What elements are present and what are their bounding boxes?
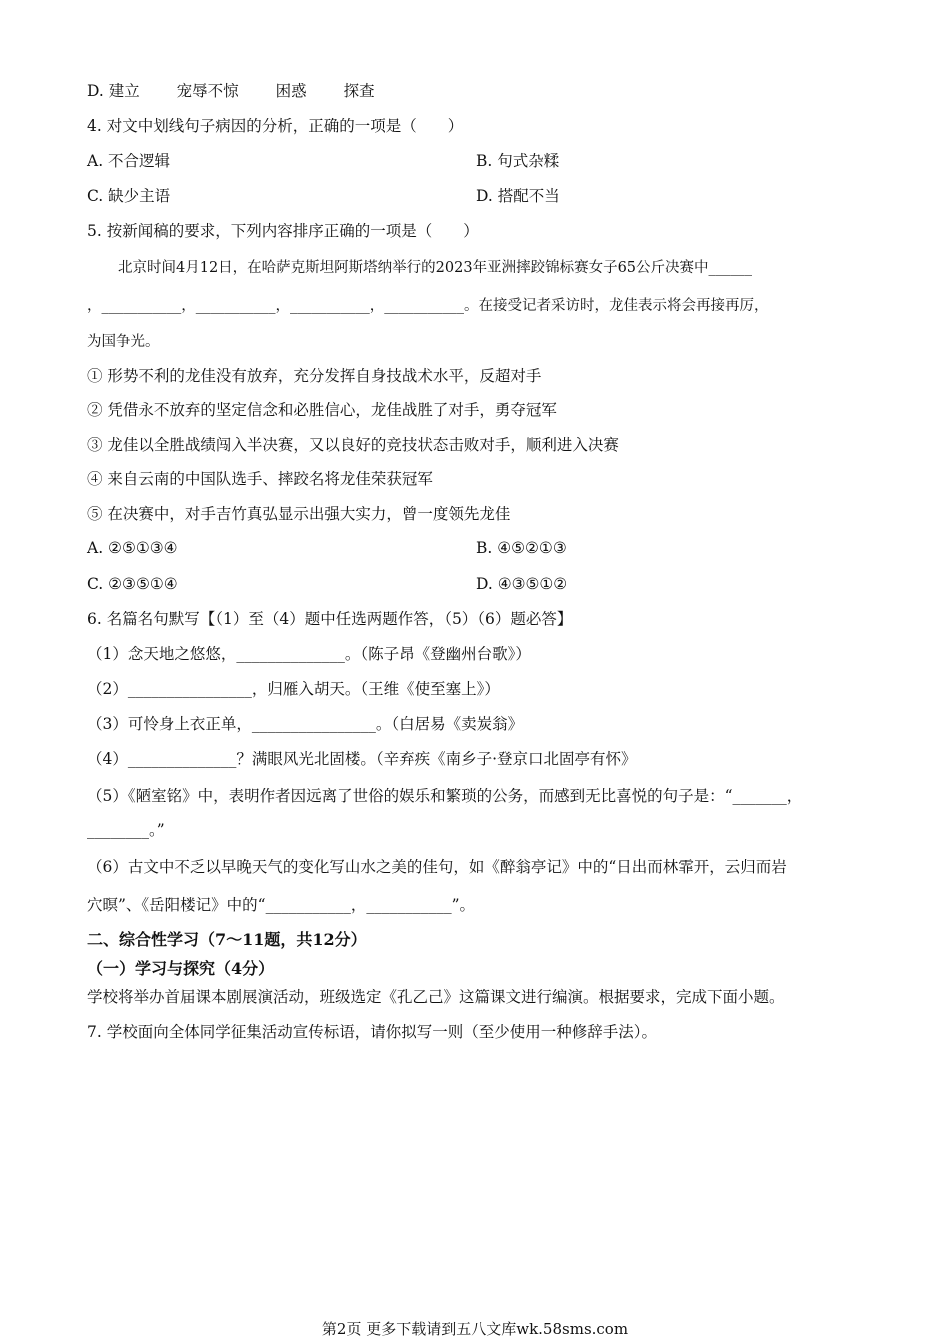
section-title: 二、综合性学习（7～11题，共12分）: [87, 930, 367, 949]
page-footer: 第2页 更多下载请到五八文库wk.58sms.com: [321, 1320, 629, 1338]
q5-item: ① 形势不利的龙佳没有放弃，充分发挥自身技战术水平，反超对手: [87, 367, 542, 385]
q4-option-c: C. 缺少主语: [87, 187, 171, 205]
q5-option-d: D. ④③⑤①②: [476, 575, 568, 593]
q4-option-b: B. 句式杂糅: [476, 152, 560, 170]
q4-stem: 4. 对文中划线句子病因的分析，正确的一项是（ ）: [87, 117, 464, 135]
q6-item: 穴暝”、《岳阳楼记》中的“___________，___________”。: [87, 896, 476, 914]
q6-item: （6）古文中不乏以早晚天气的变化写山水之美的佳句，如《醉翁亭记》中的“日出而林霏开，云归而岩: [87, 858, 787, 876]
q5-passage-line: 为国争光。: [87, 334, 160, 350]
q5-item: ④ 来自云南的中国队选手、摔跤名将龙佳荣获冠军: [87, 470, 433, 488]
q6-item: （2）________________，归雁入胡天。（王维《使至塞上》）: [87, 680, 500, 698]
q6-item: （4）______________？满眼风光北固楼。（辛弃疾《南乡子·登京口北固亭有怀》: [87, 750, 637, 768]
section-subtitle: （一）学习与探究（4分）: [87, 959, 275, 978]
q4-option-a: A. 不合逻辑: [87, 152, 171, 170]
q6-item: ________。”: [87, 821, 165, 839]
q5-stem: 5. 按新闻稿的要求，下列内容排序正确的一项是（ ）: [87, 222, 479, 240]
q6-item: （5）《陋室铭》中，表明作者因远离了世俗的娱乐和繁琐的公务，而感到无比喜悦的句子是：“_______，: [87, 787, 803, 805]
q6-stem: 6. 名篇名句默写【（1）至（4）题中任选两题作答，（5）（6）题必答】: [87, 610, 573, 628]
q3-option-d-item: 宠辱不惊: [176, 82, 239, 100]
q6-item: （1）念天地之悠悠，______________。（陈子昂《登幽州台歌》）: [87, 645, 531, 663]
q3-option-d: [87, 81, 407, 101]
q3-option-d-item: 困惑: [275, 82, 307, 100]
q6-item: （3）可怜身上衣正单，________________。（白居易《卖炭翁》: [87, 715, 524, 733]
q3-option-d-label: D. 建立: [87, 82, 140, 100]
q4-option-d: D. 搭配不当: [476, 187, 560, 205]
q5-passage-line: 北京时间4月12日，在哈萨克斯坦阿斯塔纳举行的2023年亚洲摔跤锦标赛女子65公斤决赛中______: [118, 260, 753, 276]
q5-item: ③ 龙佳以全胜战绩闯入半决赛，又以良好的竞技状态击败对手，顺利进入决赛: [87, 436, 619, 454]
q7-stem: 7. 学校面向全体同学征集活动宣传标语，请你拟写一则（至少使用一种修辞手法）。: [87, 1023, 657, 1041]
q5-option-b: B. ④⑤②①③: [476, 539, 567, 557]
q5-passage-line: ，___________，___________，___________，___________。在接受记者采访时，龙佳表示将会再接再厉，: [87, 298, 769, 314]
q5-item: ⑤ 在决赛中，对手吉竹真弘显示出强大实力，曾一度领先龙佳: [87, 505, 511, 523]
section-intro: 学校将举办首届课本剧展演活动，班级选定《孔乙己》这篇课文进行编演。根据要求，完成下面小题。: [87, 988, 785, 1006]
q5-option-c: C. ②③⑤①④: [87, 575, 178, 593]
q5-item: ② 凭借永不放弃的坚定信念和必胜信心，龙佳战胜了对手，勇夺冠军: [87, 401, 557, 419]
q5-option-a: A. ②⑤①③④: [87, 539, 178, 557]
q3-option-d-item: 探查: [343, 82, 375, 100]
